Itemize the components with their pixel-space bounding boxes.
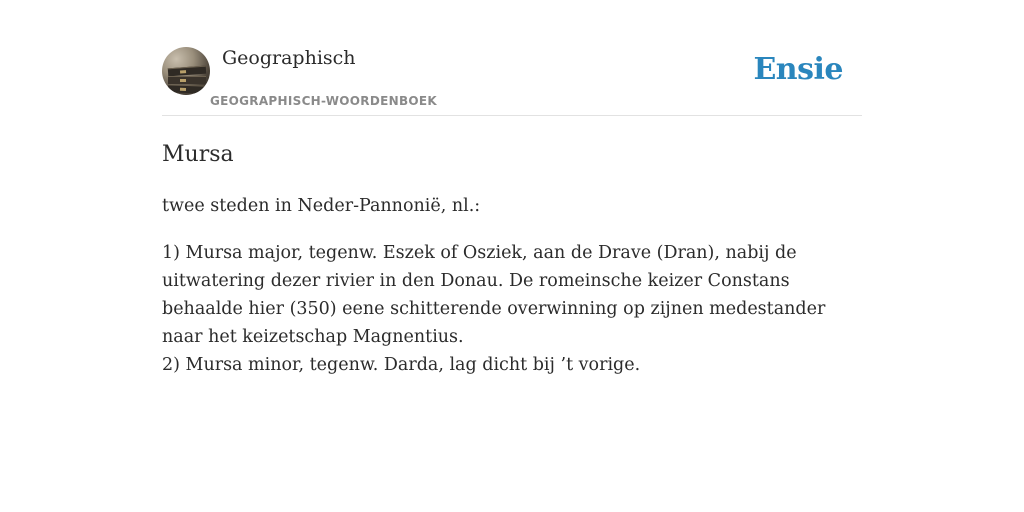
header: [162, 0, 862, 116]
book-spine-icon: [168, 84, 206, 93]
entry-intro: twee steden in Neder-Pannonië, nl.:: [162, 196, 481, 216]
brand-logo-link[interactable]: Ensie: [753, 52, 843, 87]
page-container: [162, 0, 862, 379]
entry-title: Mursa: [162, 142, 234, 167]
site-title-link[interactable]: Geographisch: [222, 47, 356, 69]
definition-item: 2) Mursa minor, tegenw. Darda, lag dicht bij ’t vorige.: [162, 355, 641, 375]
definition-item: 1) Mursa major, tegenw. Eszek of Osziek, aan de Drave (Dran), nabij de uitwatering dezer rivier in den Donau. De romeinsche keizer Constans behaalde hier (350) eene schitterende overwinning op zijnen medestander naar het keizetschap Magnentius.: [162, 243, 826, 347]
books-avatar-icon[interactable]: [162, 47, 210, 95]
entry-definitions: [162, 239, 862, 379]
book-spine-icon: [168, 76, 206, 84]
book-spine-icon: [168, 66, 206, 77]
site-subtitle: GEOGRAPHISCH-WOORDENBOEK: [210, 94, 437, 108]
entry-body: [162, 192, 862, 379]
